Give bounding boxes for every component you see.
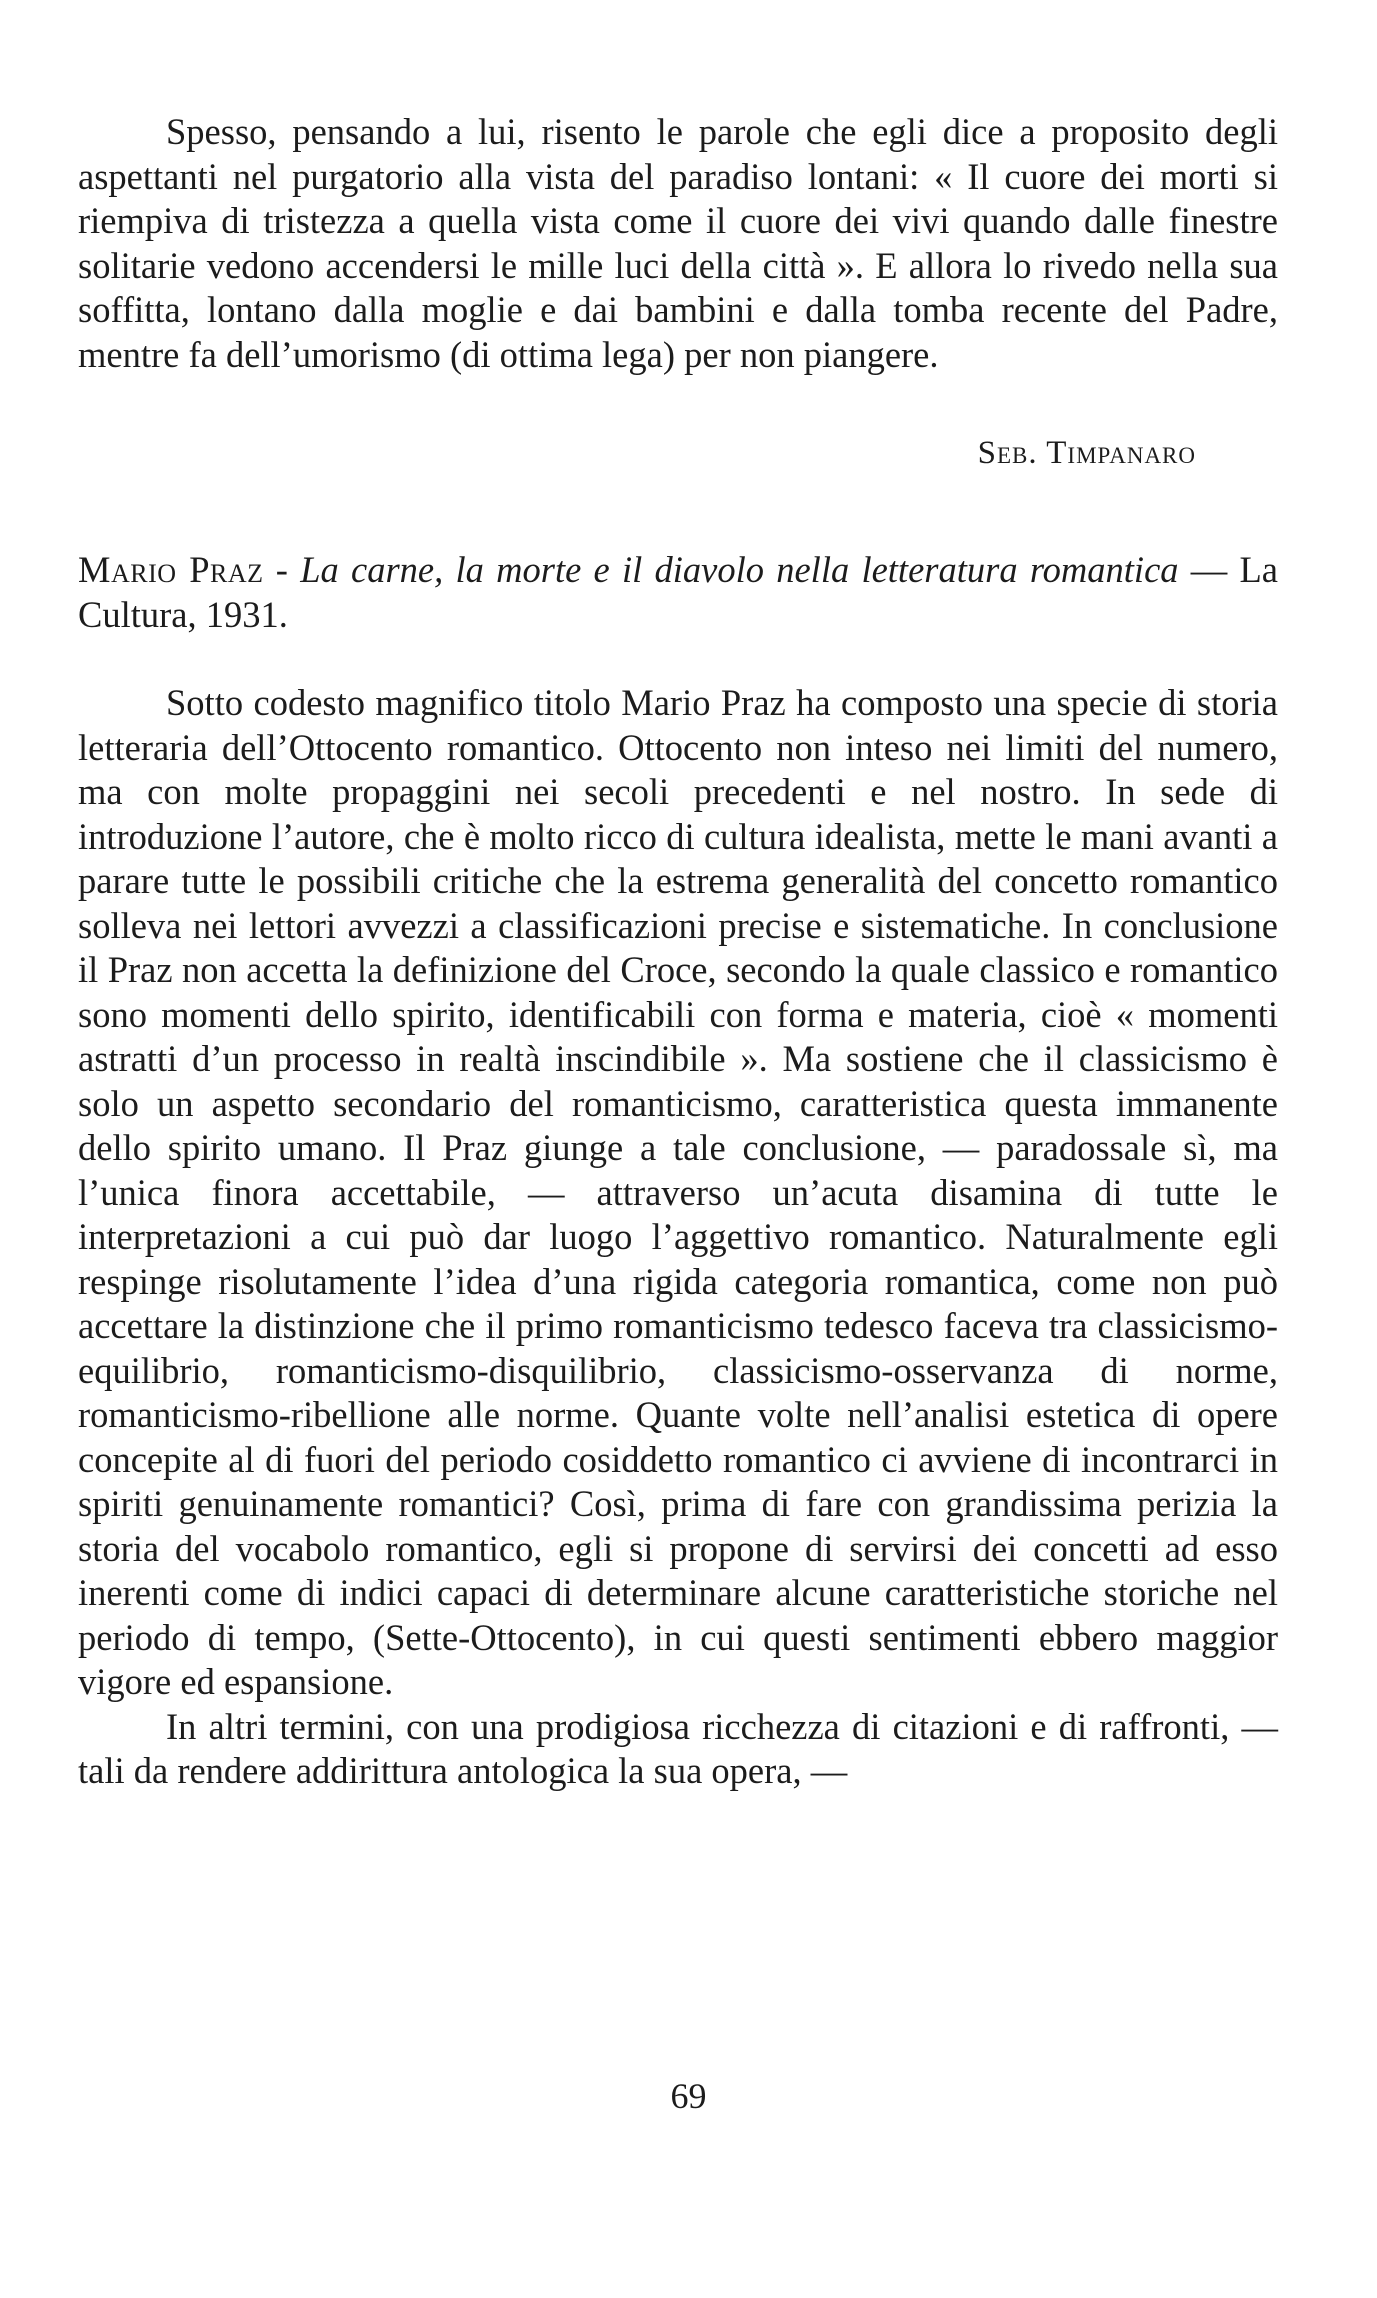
- reviewed-author: Mario Praz: [78, 549, 264, 590]
- review-paragraph-1: Sotto codesto magnifico titolo Mario Praz ha composto una specie di storia letteraria dell’Ottocento romantico. Ottocento non inteso nei limiti del numero, ma con molte propaggini nei secoli precedenti e nel nostro. In sede di introduzione l’autore, che è molto ricco di cultura idealista, mette le mani avanti a parare tutte le possibili critiche che la estrema generalità del concetto romantico solleva nei lettori avvezzi a classificazioni precise e sistematiche. In conclusione il Praz non accetta la definizione del Croce, secondo la quale classico e romantico sono momenti dello spirito, identificabili con forma e materia, cioè « momenti astratti d’un processo in realtà inscindibile ». Ma sostiene che il classicismo è solo un aspetto secondario del romanticismo, caratteristica questa immanente dello spirito umano. Il Praz giunge a tale conclusione, — paradossale sì, ma l’unica finora accettabile, — attraverso un’acuta disamina di tutte le interpretazioni a cui può dar luogo l’aggettivo romantico. Naturalmente egli respinge risolutamente l’idea d’una rigida categoria romantica, come non può accettare la distinzione che il primo romanticismo tedesco faceva tra classicismo-equilibrio, romanticismo-disquilibrio, classicismo-osservanza di norme, romanticismo-ribellione alle norme. Quante volte nell’analisi estetica di opere concepite al di fuori del periodo cosiddetto romantico ci avviene di incontrarci in spiriti genuinamente romantici? Così, prima di fare con grandissima perizia la storia del vocabolo romantico, egli si propone di servirsi dei concetti ad esso inerenti come di indici capaci di determinare alcune caratteristiche storiche nel periodo di tempo, (Sette-Ottocento), in cui questi sentimenti ebbero maggior vigore ed espansione.: [78, 682, 1278, 1702]
- reviewer-signature: Seb. Timpanaro: [977, 435, 1196, 471]
- page-content: [78, 110, 1278, 1794]
- previous-review-paragraph: Spesso, pensando a lui, risento le parole che egli dice a proposito degli aspettanti nel purgatorio alla vista del paradiso lontani: « Il cuore dei morti si riempiva di tristezza a quella vista come il cuore dei vivi quando dalle finestre solitarie vedono accendersi le mille luci della città ». E allora lo rivedo nella sua soffitta, lontano dalla moglie e dai bambini e dalla tomba recente del Padre, mentre fa dell’umorismo (di ottima lega) per non piangere.: [78, 111, 1278, 375]
- review-body: [78, 681, 1278, 1794]
- review-paragraph-2: In altri termini, con una prodigiosa ricchezza di citazioni e di raffronti, — tali da rendere addirittura antologica la sua opera, —: [78, 1705, 1278, 1791]
- reviewed-work-title: La carne, la morte e il diavolo nella letteratura romantica: [300, 549, 1179, 590]
- review-heading: [78, 548, 1278, 637]
- publication-info: — La Cultura, 1931.: [78, 549, 1279, 635]
- page-number: 69: [670, 2076, 707, 2116]
- heading-separator: -: [263, 549, 301, 590]
